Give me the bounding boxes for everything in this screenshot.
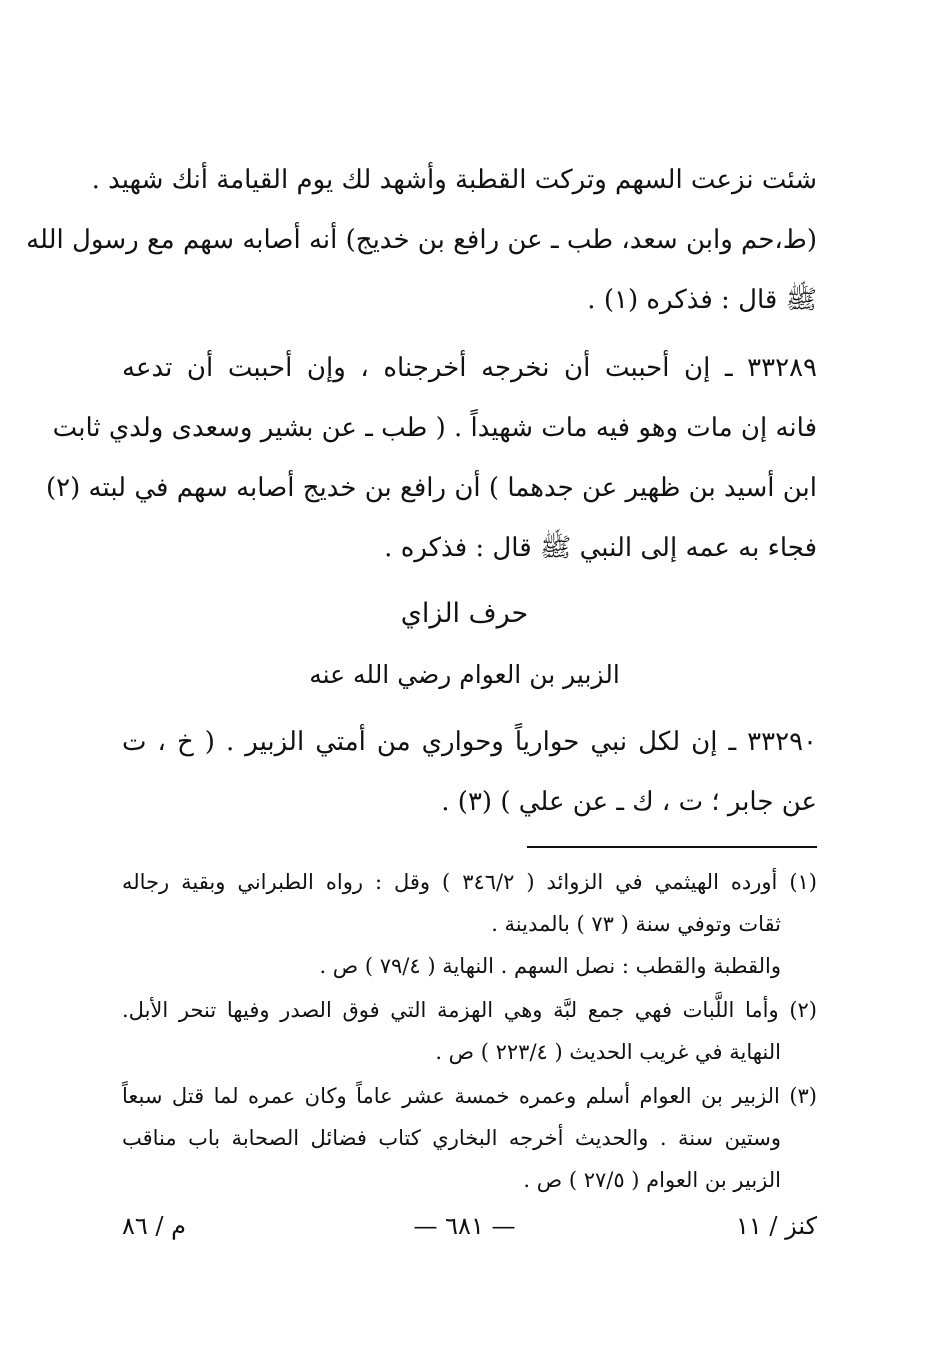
- body-line: عن جابر ؛ ت ، ك ـ عن علي ) (٣) .: [441, 787, 817, 817]
- footnote-line: النهاية في غريب الحديث ( ٢٢٣/٤ ) ص .: [435, 1040, 781, 1064]
- footnote-2: (٢) وأما اللَّبات فهي جمع لبَّة وهي الهزمة التي فوق الصدر وفيها تنحر الأبل.: [122, 998, 817, 1022]
- page-number: — ٦٨١ —: [413, 1212, 516, 1240]
- body-line: (ط،حم وابن سعد، طب ـ عن رافع بن خديج) أنه أصابه سهم مع رسول الله: [26, 225, 817, 255]
- body-line: شئت نزعت السهم وتركت القطبة وأشهد لك يوم القيامة أنك شهيد .: [91, 165, 817, 195]
- footnote-line: ثقات وتوفي سنة ( ٧٣ ) بالمدينة .: [491, 912, 781, 936]
- body-line: ﷺ قال : فذكره (١) .: [587, 285, 817, 315]
- body-line: فجاء به عمه إلى النبي ﷺ قال : فذكره .: [384, 533, 817, 563]
- body-line: فانه إن مات وهو فيه مات شهيداً . ( طب ـ عن بشير وسعدى ولدي ثابت: [52, 413, 817, 443]
- footnote-line: الزبير بن العوام ( ٢٧/٥ ) ص .: [523, 1168, 781, 1192]
- footnote-line: وستين سنة . والحديث أخرجه البخاري كتاب فضائل الصحابة باب مناقب: [122, 1126, 781, 1150]
- body-line: ابن أسيد بن ظهير عن جدهما ) أن رافع بن خديج أصابه سهم في لبته (٢): [46, 473, 817, 503]
- subheading: الزبير بن العوام رضي الله عنه: [309, 660, 620, 689]
- footnote-line: والقطبة والقطب : نصل السهم . النهاية ( ٧٩/٤ ) ص .: [319, 954, 781, 978]
- footnote-1: (١) أورده الهيثمي في الزوائد ( ٣٤٦/٢ ) وقل : رواه الطبراني وبقية رجاله: [122, 870, 817, 894]
- hadith-33289: ٣٣٢٨٩ ـ إن أحببت أن نخرجه أخرجناه ، وإن أحببت أن تدعه: [122, 353, 817, 383]
- footnote-divider: [527, 846, 817, 848]
- footnote-3: (٣) الزبير بن العوام أسلم وعمره خمسة عشر عاماً وكان عمره لما قتل سبعاً: [122, 1084, 817, 1108]
- footer-signature: م / ٨٦: [122, 1212, 186, 1240]
- section-heading: حرف الزاي: [400, 598, 529, 629]
- footer-volume: كنز / ١١: [735, 1212, 817, 1240]
- hadith-33290: ٣٣٢٩٠ ـ إن لكل نبي حوارياً وحواري من أمتي الزبير . ( خ ، ت: [122, 727, 817, 757]
